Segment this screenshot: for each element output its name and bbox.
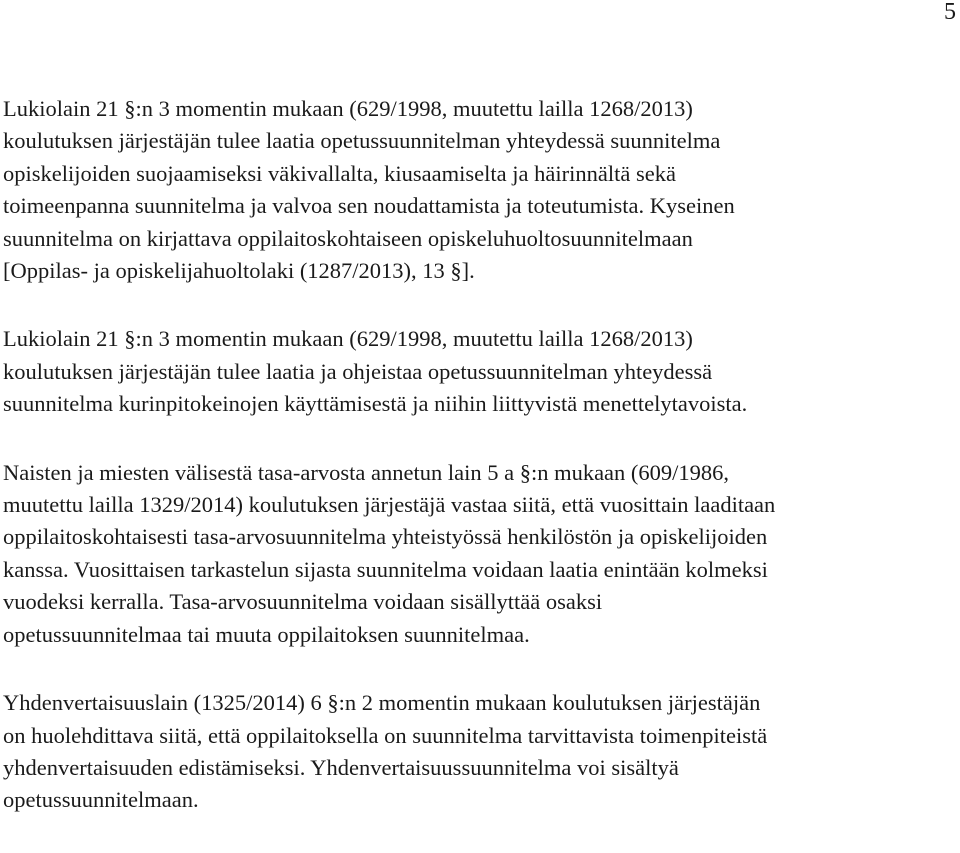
text-line: Lukiolain 21 §:n 3 momentin mukaan (629/1998, muutettu lailla 1268/2013) <box>3 96 693 121</box>
text-line: opetussuunnitelmaan. <box>3 787 199 813</box>
paragraph-equality-plan <box>3 457 955 651</box>
text-line: suunnitelma kurinpitokeinojen käyttämisestä ja niihin liittyvistä menettelytavoista. <box>3 391 748 417</box>
paragraph-non-discrimination-plan <box>3 687 955 817</box>
text-line: suunnitelma on kirjattava oppilaitoskohtaiseen opiskeluhuoltosuunnitelmaan <box>3 225 693 251</box>
document-body <box>3 93 955 853</box>
text-line: opiskelijoiden suojaamiseksi väkivallalta, kiusaamiselta ja häirinnältä sekä <box>3 160 676 186</box>
text-line: yhdenvertaisuuden edistämiseksi. Yhdenvertaisuussuunnitelma voi sisältyä <box>3 754 679 780</box>
text-line: oppilaitoskohtaisesti tasa-arvosuunnitelma yhteistyössä henkilöstön ja opiskelijoiden <box>3 524 768 550</box>
text-line: Lukiolain 21 §:n 3 momentin mukaan (629/1998, muutettu lailla 1268/2013) <box>3 326 693 352</box>
text-line: koulutuksen järjestäjän tulee laatia ja ohjeistaa opetussuunnitelman yhteydessä <box>3 358 713 384</box>
text-line: vuodeksi kerralla. Tasa-arvosuunnitelma voidaan sisällyttää osaksi <box>3 589 603 615</box>
text-line: muutettu lailla 1329/2014) koulutuksen järjestäjä vastaa siitä, että vuosittain laaditaan <box>3 492 776 518</box>
text-line: on huolehdittava siitä, että oppilaitoksella on suunnitelma tarvittavista toimenpiteistä <box>3 722 768 748</box>
text-line: opetussuunnitelmaa tai muuta oppilaitoksen suunnitelmaa. <box>3 621 530 647</box>
text-line: Naisten ja miesten välisestä tasa-arvosta annetun lain 5 a §:n mukaan (609/1986, <box>3 459 730 485</box>
text-line: toimeenpanna suunnitelma ja valvoa sen noudattamista ja toteutumista. Kyseinen <box>3 193 735 219</box>
text-line: Yhdenvertaisuuslain (1325/2014) 6 §:n 2 momentin mukaan koulutuksen järjestäjän <box>3 690 761 716</box>
text-line: [Oppilas- ja opiskelijahuoltolaki (1287/2013), 13 §]. <box>3 258 475 284</box>
text-line: koulutuksen järjestäjän tulee laatia opetussuunnitelman yhteydessä suunnitelma <box>3 128 721 154</box>
paragraph-disciplinary-plan <box>3 323 955 420</box>
paragraph-harassment-plan <box>3 93 955 287</box>
text-line: kanssa. Vuosittaisen tarkastelun sijasta suunnitelma voidaan laatia enintään kolmeksi <box>3 556 768 582</box>
page-number: 5 <box>944 0 956 25</box>
